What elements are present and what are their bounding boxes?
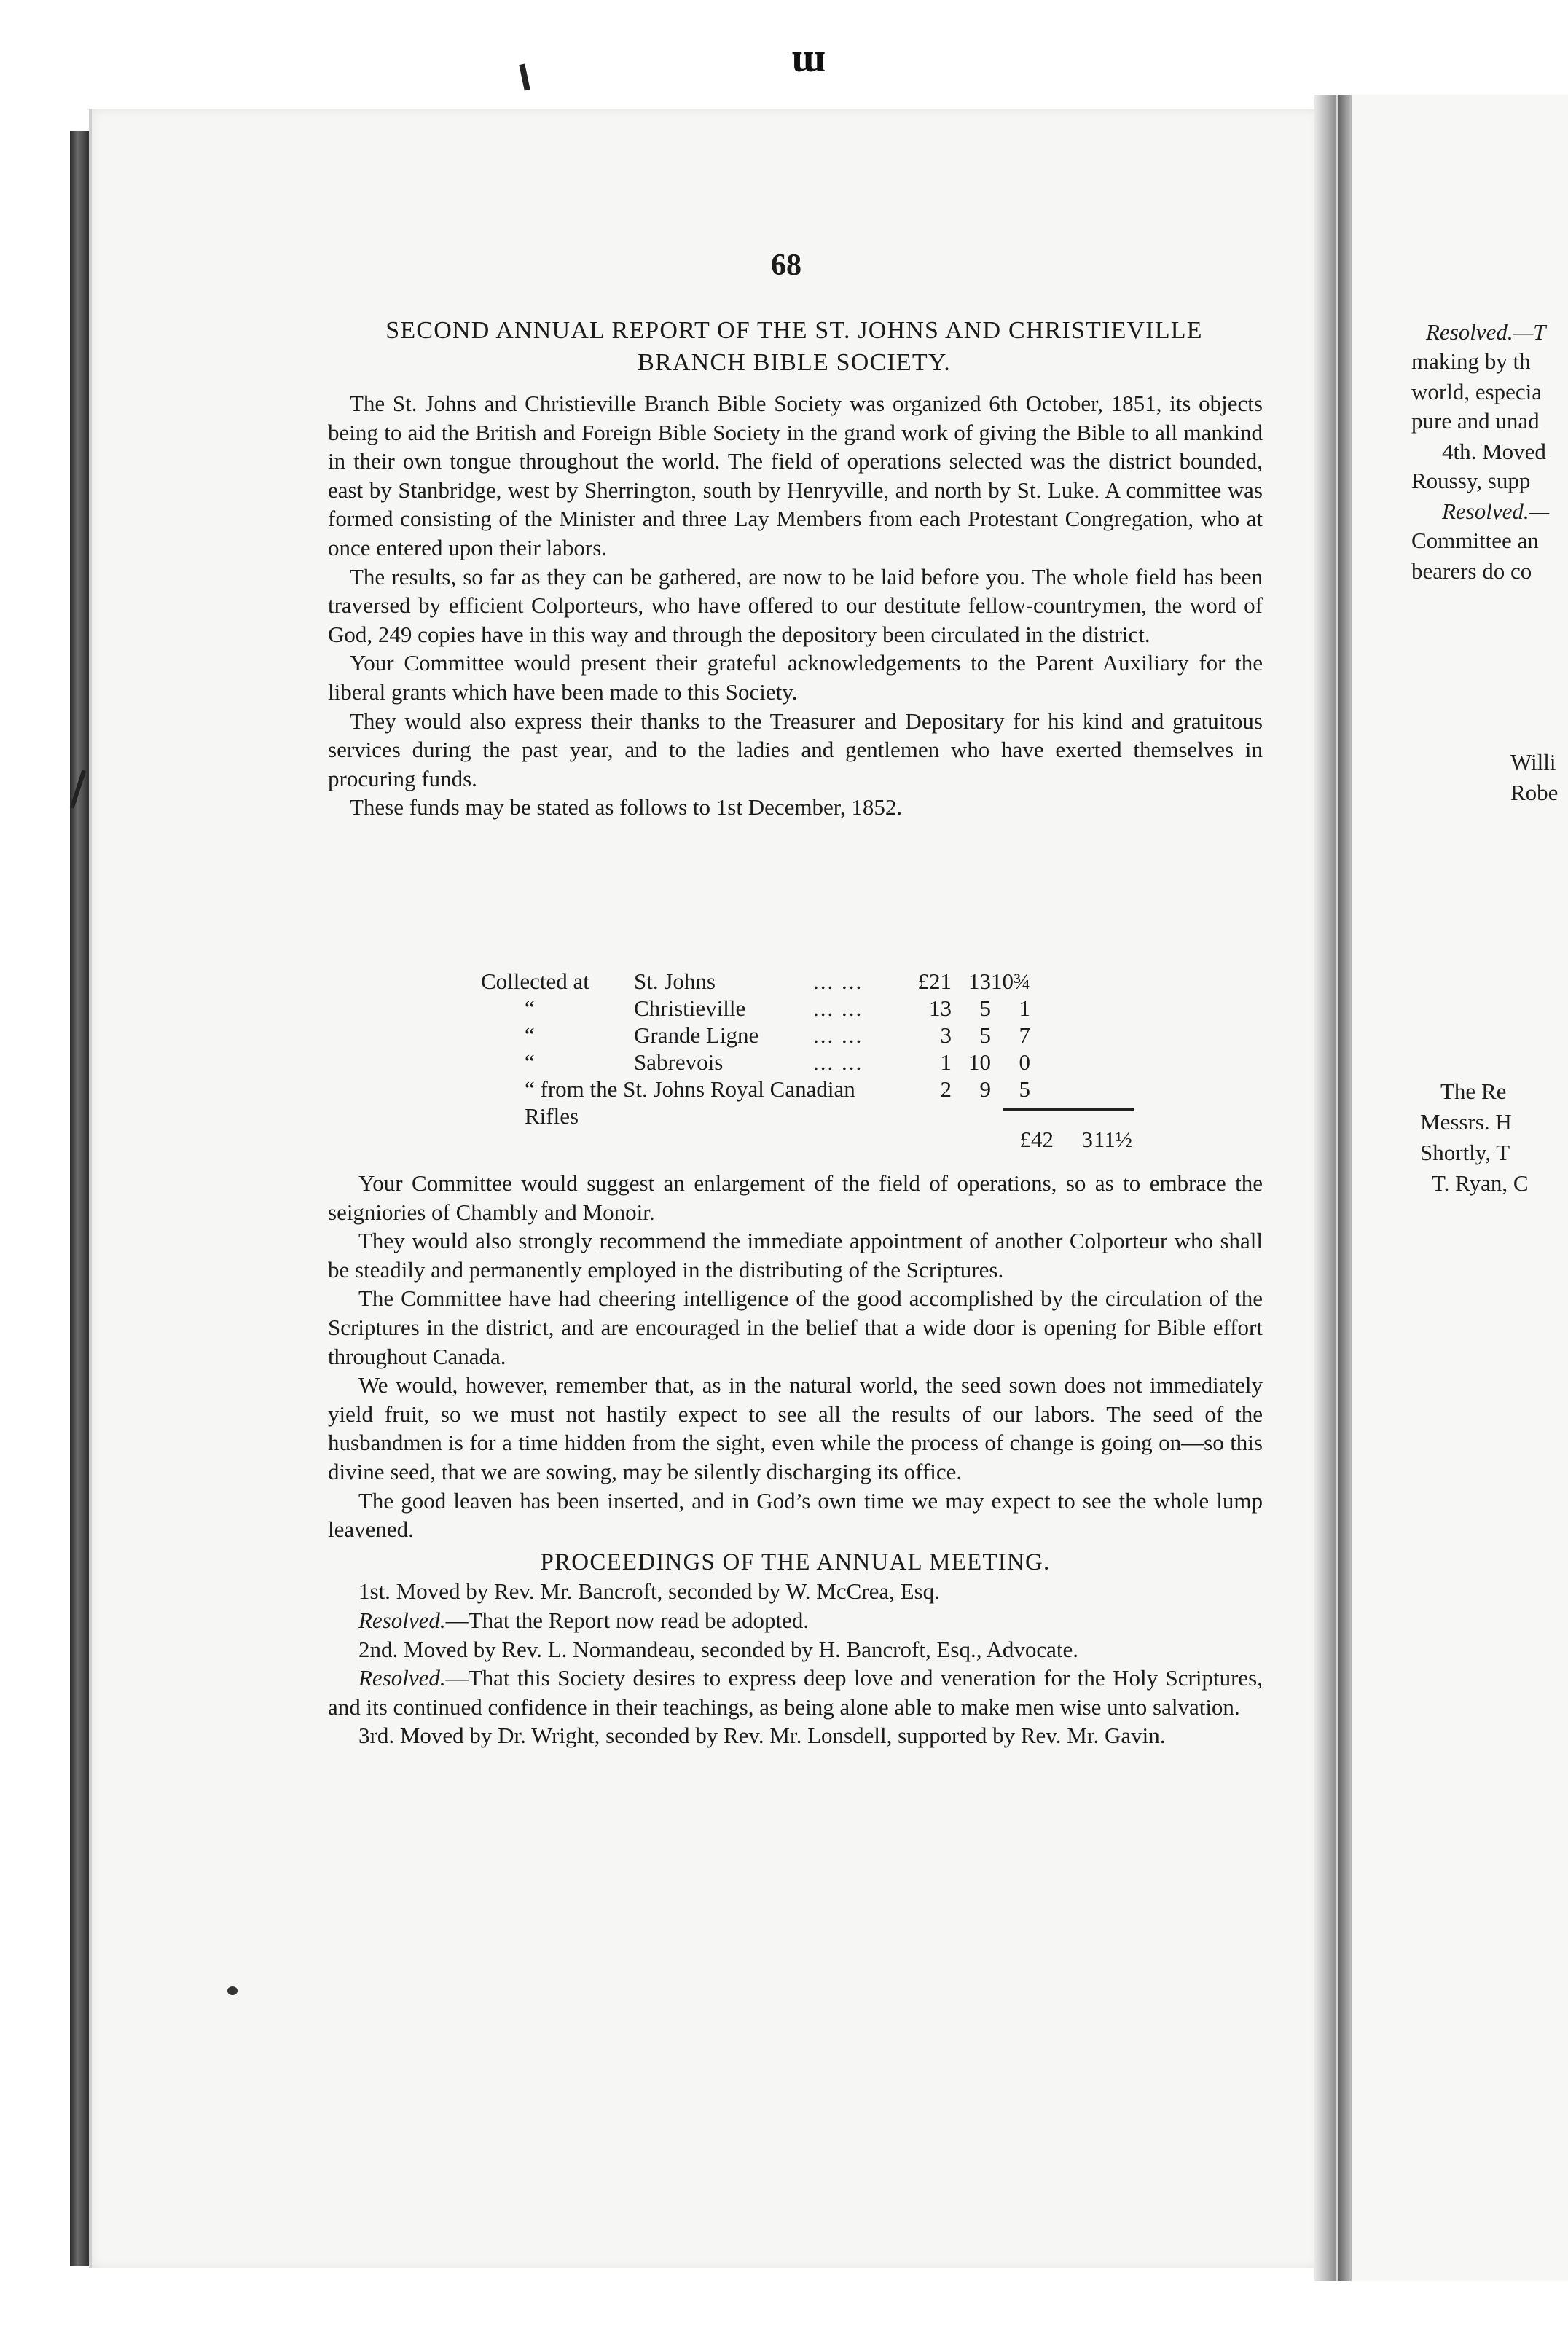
facing-line: Resolved.— — [1442, 498, 1550, 524]
paragraph: Your Committee would suggest an enlargement of the field of operations, so as to embrace the seigniories of Chambly and Monoir. — [328, 1170, 1263, 1225]
funds-amount — [899, 1022, 1030, 1049]
resolution-text: —That this Society desires to express deep love and veneration for the Holy Scriptures, and its continued confidence in their teachings, as being alone able to make men wise unto salvation. — [328, 1665, 1263, 1720]
facing-line: bearers do co — [1411, 558, 1532, 584]
funds-amount — [899, 1049, 1030, 1076]
funds-pounds: 13 — [929, 995, 952, 1021]
paragraph: We would, however, remember that, as in the natural world, the seed sown does not immediately yield fruit, so we must not hastily expect to see all the results of our labors. The seed of the husbandmen is for a time hidden from the sight, even while the process of change is going on—so this divine seed, that we are sowing, may be silently discharging its office. — [328, 1372, 1263, 1484]
paragraph: The results, so far as they can be gathered, are now to be laid before you. The whole field has been traversed by efficient Colporteurs, who have offered to our destitute fellow-countrymen, the word of God, 249 copies have in this way and through the depository been circulated in the district. — [328, 563, 1263, 647]
funds-amount — [899, 968, 1030, 995]
proceedings-heading: PROCEEDINGS OF THE ANNUAL MEETING. — [540, 1548, 1051, 1575]
facing-line: 4th. Moved — [1442, 439, 1546, 464]
facing-page-edge — [1338, 95, 1352, 2281]
total-pence: 11½ — [1093, 1127, 1132, 1152]
funds-place: Christieville — [634, 995, 746, 1021]
spine-mark — [70, 770, 86, 808]
funds-pence: 7 — [1019, 1022, 1030, 1048]
funds-place: Sabrevois — [634, 1049, 724, 1075]
facing-line: T. Ryan, C — [1432, 1170, 1529, 1196]
resolution — [328, 1606, 1263, 1635]
funds-label: “ from the St. Johns Royal Canadian Rifles — [525, 1076, 855, 1129]
total-pounds: £42 — [1019, 1127, 1054, 1152]
facing-line: Willi — [1510, 749, 1556, 775]
funds-dots: ... ... — [813, 995, 863, 1021]
paragraph: The St. Johns and Christieville Branch Bible Society was organized 6th October, 1851, its objects being to aid the British and Foreign Bible Society in the grand work of giving the Bible to all mankind in their own tongue throughout the world. The field of operations selected was the district bounded, east by Stanbridge, west by Sherrington, south by Henryville, and north by St. Luke. A committee was formed consisting of the Minister and three Lay Members from each Protestant Congregation, who at once entered upon their labors. — [328, 391, 1263, 560]
funds-prefix: “ — [525, 1022, 535, 1048]
funds-pounds: 3 — [940, 1022, 952, 1048]
ink-spot — [227, 1986, 238, 1995]
funds-pounds: 2 — [940, 1076, 952, 1102]
facing-line: pure and unad — [1411, 408, 1540, 434]
funds-row — [481, 1049, 1030, 1076]
total-shillings: 3 — [1081, 1127, 1093, 1152]
funds-amount — [899, 1076, 1030, 1103]
resolved-label: Resolved. — [358, 1607, 446, 1633]
facing-line: world, especia — [1411, 379, 1542, 404]
facing-line: Messrs. H — [1420, 1109, 1512, 1135]
book-spine-shadow — [70, 131, 89, 2266]
funds-pence: 10¾ — [991, 968, 1031, 994]
report-title-line: SECOND ANNUAL REPORT OF THE ST. JOHNS AND CHRISTIEVILLE — [385, 317, 1203, 344]
funds-pence: 0 — [1019, 1049, 1030, 1075]
funds-shillings: 5 — [979, 995, 991, 1021]
facing-line: making by th — [1411, 348, 1531, 374]
funds-row — [481, 968, 1030, 995]
resolution — [328, 1664, 1263, 1721]
funds-shillings: 5 — [979, 1022, 991, 1048]
funds-place: St. Johns — [634, 968, 716, 994]
paragraph: These funds may be stated as follows to 1st December, 1852. — [350, 794, 903, 821]
funds-pence: 1 — [1019, 995, 1030, 1021]
motion: 1st. Moved by Rev. Mr. Bancroft, seconded by W. McCrea, Esq. — [358, 1578, 940, 1605]
report-body-continued — [328, 1169, 1263, 1750]
report-title — [321, 315, 1268, 379]
facing-line: Committee an — [1411, 528, 1539, 553]
funds-shillings: 9 — [979, 1076, 991, 1102]
funds-shillings: 10 — [968, 1049, 991, 1075]
scan-artifact-mark: ɯ — [791, 36, 826, 81]
facing-line: Resolved.—T — [1426, 319, 1546, 345]
facing-line: The Re — [1440, 1078, 1507, 1104]
funds-amount — [899, 995, 1030, 1022]
paragraph: The Committee have had cheering intelligence of the good accomplished by the circulation of the Scriptures in the district, and are encouraged in the belief that a wide door is opening for Bible effort throughout Canada. — [328, 1285, 1263, 1369]
funds-row — [481, 1076, 1030, 1129]
funds-table — [481, 968, 1031, 1129]
funds-pence: 5 — [1019, 1076, 1030, 1102]
funds-pounds: £21 — [917, 968, 952, 994]
page-number: 68 — [771, 248, 801, 282]
funds-dots: ... ... — [813, 1022, 863, 1048]
report-title-line: BRANCH BIBLE SOCIETY. — [638, 349, 951, 376]
facing-line: Roussy, supp — [1411, 468, 1531, 493]
paragraph: Your Committee would present their grateful acknowledgements to the Parent Auxiliary for the liberal grants which have been made to this Society. — [328, 650, 1263, 705]
funds-prefix: Collected at — [481, 968, 589, 994]
funds-pounds: 1 — [940, 1049, 952, 1075]
motion: 3rd. Moved by Dr. Wright, seconded by Rev. Mr. Lonsdell, supported by Rev. Mr. Gavin. — [358, 1723, 1166, 1749]
total-rule — [1003, 1108, 1134, 1111]
resolved-label: Resolved. — [358, 1665, 446, 1691]
funds-shillings: 13 — [968, 968, 991, 994]
funds-dots: ... ... — [813, 968, 863, 994]
facing-line: Robe — [1510, 780, 1559, 805]
funds-row — [481, 1022, 1030, 1049]
paragraph: The good leaven has been inserted, and in God’s own time we may expect to see the whole lump leavened. — [328, 1487, 1263, 1543]
facing-page — [1336, 95, 1568, 2281]
page-gutter — [1314, 95, 1336, 2281]
paragraph: They would also strongly recommend the immediate appointment of another Colporteur who shall be steadily and permanently employed in the distributing of the Scriptures. — [328, 1228, 1263, 1283]
funds-prefix: “ — [525, 995, 535, 1021]
scan-artifact-stroke — [519, 64, 530, 91]
report-body — [328, 389, 1263, 822]
facing-line: Shortly, T — [1420, 1140, 1510, 1165]
funds-total — [1001, 1127, 1132, 1153]
funds-prefix: “ — [525, 1049, 535, 1075]
funds-dots: ... ... — [813, 1049, 863, 1075]
resolution-text: —That the Report now read be adopted. — [445, 1607, 810, 1633]
funds-row — [481, 995, 1030, 1022]
paragraph: They would also express their thanks to the Treasurer and Depositary for his kind and gratuitous services during the past year, and to the ladies and gentlemen who have exerted themselves in procuring funds. — [328, 708, 1263, 791]
motion: 2nd. Moved by Rev. L. Normandeau, seconded by H. Bancroft, Esq., Advocate. — [358, 1636, 1079, 1662]
funds-place: Grande Ligne — [634, 1022, 759, 1048]
